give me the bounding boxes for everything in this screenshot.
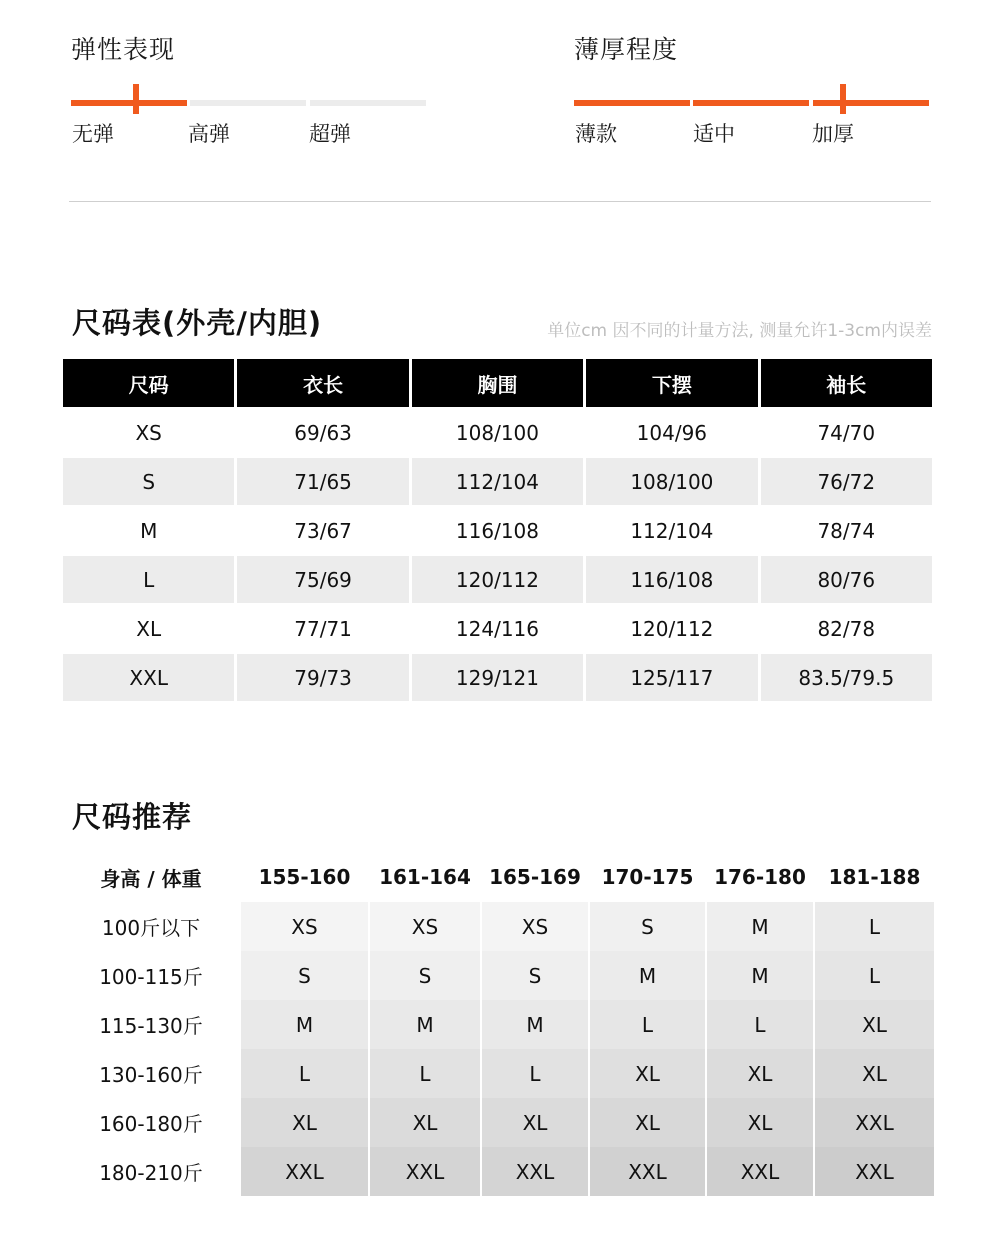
size-cell: XXL bbox=[707, 1147, 813, 1196]
height-header: 181-188 bbox=[815, 852, 934, 902]
size-cell: XL bbox=[370, 1098, 480, 1147]
size-cell: XL bbox=[482, 1098, 588, 1147]
size-cell: L bbox=[370, 1049, 480, 1098]
thickness-label-thick: 加厚 bbox=[812, 122, 854, 146]
height-header: 170-175 bbox=[590, 852, 705, 902]
size-cell: XL bbox=[815, 1049, 934, 1098]
size-cell: XS bbox=[241, 902, 368, 951]
thickness-segment-3 bbox=[813, 100, 929, 106]
size-cell: L bbox=[815, 902, 934, 951]
table-cell: 120/112 bbox=[630, 616, 714, 641]
size-cell: XXL bbox=[370, 1147, 480, 1196]
elasticity-label-high: 高弹 bbox=[188, 122, 230, 146]
table-cell: 74/70 bbox=[817, 420, 876, 445]
size-chart-header-row bbox=[63, 359, 932, 407]
size-cell: XL bbox=[241, 1098, 368, 1147]
header-size: 尺码 bbox=[63, 359, 234, 407]
table-row bbox=[63, 902, 934, 951]
recommendation-header-row bbox=[63, 852, 934, 902]
table-cell: 129/121 bbox=[412, 654, 583, 701]
measurement-note: 单位cm 因不同的计量方法, 测量允许1-3cm内误差 bbox=[547, 321, 932, 341]
elasticity-segment-1 bbox=[71, 100, 187, 106]
table-cell: XL bbox=[136, 616, 162, 641]
elasticity-label-super: 超弹 bbox=[309, 122, 351, 146]
table-cell: XS bbox=[135, 420, 162, 445]
size-cell: M bbox=[707, 902, 813, 951]
table-row bbox=[63, 458, 932, 505]
table-cell: 75/69 bbox=[237, 556, 408, 603]
weight-label: 100-115斤 bbox=[63, 951, 239, 1000]
weight-label: 115-130斤 bbox=[63, 1000, 239, 1049]
weight-label: 100斤以下 bbox=[63, 902, 239, 951]
size-cell: M bbox=[707, 951, 813, 1000]
elasticity-title: 弹性表现 bbox=[71, 35, 176, 64]
header-chest: 胸围 bbox=[412, 359, 583, 407]
size-cell: L bbox=[241, 1049, 368, 1098]
thickness-title: 薄厚程度 bbox=[574, 35, 679, 64]
table-cell: 108/100 bbox=[455, 420, 540, 445]
height-header: 161-164 bbox=[370, 852, 480, 902]
size-cell: S bbox=[370, 951, 480, 1000]
size-cell: L bbox=[590, 1000, 705, 1049]
table-cell: 82/78 bbox=[817, 616, 876, 641]
size-cell: M bbox=[370, 1000, 480, 1049]
size-cell: XXL bbox=[815, 1147, 934, 1196]
thickness-scale bbox=[574, 32, 930, 148]
elasticity-label-none: 无弹 bbox=[72, 122, 114, 146]
weight-label: 160-180斤 bbox=[63, 1098, 239, 1147]
elasticity-track bbox=[71, 90, 427, 116]
size-cell: XL bbox=[590, 1049, 705, 1098]
table-row bbox=[63, 556, 932, 603]
size-cell: XS bbox=[482, 902, 588, 951]
table-cell: 78/74 bbox=[817, 518, 876, 543]
size-cell: XS bbox=[370, 902, 480, 951]
thickness-track bbox=[574, 90, 930, 116]
elasticity-marker bbox=[133, 84, 139, 114]
size-cell: M bbox=[590, 951, 705, 1000]
size-recommendation-table bbox=[61, 852, 936, 1196]
size-cell: S bbox=[482, 951, 588, 1000]
table-cell: 79/73 bbox=[237, 654, 408, 701]
table-row bbox=[63, 507, 932, 554]
size-cell: XL bbox=[590, 1098, 705, 1147]
elasticity-segment-2 bbox=[190, 100, 306, 106]
table-cell: 104/96 bbox=[636, 420, 708, 445]
height-header: 155-160 bbox=[241, 852, 368, 902]
size-cell: L bbox=[815, 951, 934, 1000]
thickness-marker bbox=[840, 84, 846, 114]
table-cell: 120/112 bbox=[412, 556, 583, 603]
height-weight-header: 身高 / 体重 bbox=[63, 852, 239, 902]
table-cell: 116/108 bbox=[455, 518, 540, 543]
weight-label: 130-160斤 bbox=[63, 1049, 239, 1098]
size-cell: XXL bbox=[590, 1147, 705, 1196]
table-cell: 125/117 bbox=[586, 654, 757, 701]
table-row bbox=[63, 1049, 934, 1098]
size-chart-title: 尺码表(外壳/内胆) bbox=[72, 306, 323, 340]
size-cell: M bbox=[482, 1000, 588, 1049]
table-cell: 116/108 bbox=[586, 556, 757, 603]
table-row bbox=[63, 605, 932, 652]
table-row bbox=[63, 951, 934, 1000]
elasticity-scale bbox=[71, 32, 427, 148]
table-cell: 124/116 bbox=[455, 616, 540, 641]
table-cell: 77/71 bbox=[294, 616, 352, 641]
header-sleeve: 袖长 bbox=[761, 359, 932, 407]
table-cell: 112/104 bbox=[630, 518, 714, 543]
table-cell: 80/76 bbox=[761, 556, 932, 603]
table-cell: M bbox=[140, 518, 158, 543]
height-header: 176-180 bbox=[707, 852, 813, 902]
size-cell: XL bbox=[707, 1098, 813, 1147]
table-cell: L bbox=[63, 556, 234, 603]
table-row bbox=[63, 409, 932, 456]
elasticity-segment-3 bbox=[310, 100, 426, 106]
size-cell: M bbox=[241, 1000, 368, 1049]
thickness-labels bbox=[574, 118, 930, 148]
size-cell: S bbox=[590, 902, 705, 951]
size-cell: XXL bbox=[482, 1147, 588, 1196]
table-row bbox=[63, 1000, 934, 1049]
height-header: 165-169 bbox=[482, 852, 588, 902]
table-cell: 76/72 bbox=[761, 458, 932, 505]
thickness-segment-1 bbox=[574, 100, 690, 106]
table-row bbox=[63, 1098, 934, 1147]
section-divider bbox=[69, 201, 931, 202]
thickness-label-thin: 薄款 bbox=[575, 122, 617, 146]
table-cell: 112/104 bbox=[412, 458, 583, 505]
recommendation-title: 尺码推荐 bbox=[72, 800, 193, 834]
header-length: 衣长 bbox=[237, 359, 408, 407]
table-cell: S bbox=[63, 458, 234, 505]
header-hem: 下摆 bbox=[586, 359, 757, 407]
thickness-segment-2 bbox=[693, 100, 809, 106]
size-chart-table bbox=[60, 357, 935, 703]
table-cell: 71/65 bbox=[237, 458, 408, 505]
size-cell: XXL bbox=[815, 1098, 934, 1147]
elasticity-labels bbox=[71, 118, 427, 148]
size-cell: L bbox=[707, 1000, 813, 1049]
table-cell: 83.5/79.5 bbox=[761, 654, 932, 701]
table-cell: 69/63 bbox=[294, 420, 352, 445]
table-row bbox=[63, 1147, 934, 1196]
table-cell: 108/100 bbox=[586, 458, 757, 505]
size-cell: XL bbox=[707, 1049, 813, 1098]
table-row bbox=[63, 654, 932, 701]
size-cell: XL bbox=[815, 1000, 934, 1049]
table-cell: 73/67 bbox=[294, 518, 352, 543]
table-cell: XXL bbox=[63, 654, 234, 701]
weight-label: 180-210斤 bbox=[63, 1147, 239, 1196]
size-cell: L bbox=[482, 1049, 588, 1098]
size-cell: S bbox=[241, 951, 368, 1000]
thickness-label-medium: 适中 bbox=[693, 122, 735, 146]
size-cell: XXL bbox=[241, 1147, 368, 1196]
